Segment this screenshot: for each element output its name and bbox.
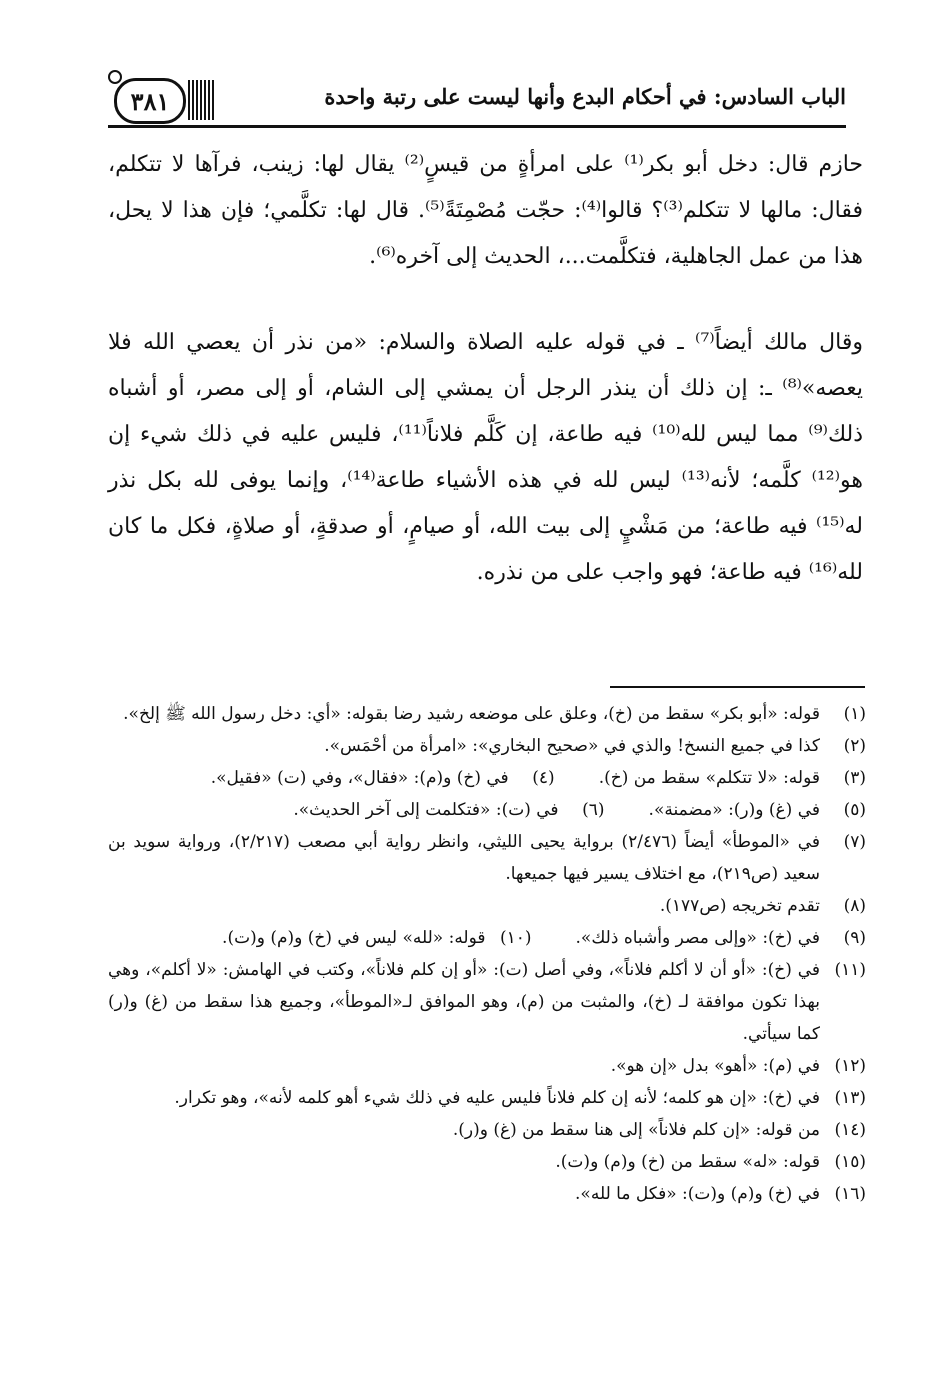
- paragraph: حازم قال: دخل أبو بكر⁽¹⁾ على امرأةٍ من قيسٍ⁽²⁾ يقال لها: زينب، فرآها لا تتكلم، فقال: مالها لا تتكلم⁽³⁾؟ قالوا⁽⁴⁾: حجّت مُصْمِتَةً⁽⁵⁾. قال لها: تكلَّمي؛ فإن هذا لا يحل، هذا من عمل الجاهلية، فتكلَّمت...، الحديث إلى آخره⁽⁶⁾.: [108, 152, 863, 269]
- footnote-text: في (خ): «أو أن لا أكلم فلاناً»، وفي أصل (ت): «أو إن كلم فلاناً»، وكتب في الهامش: «لا أكلم»، وهي بهذا تكون موافقة لـ (خ)، والمثبت من (م)، وهو الموافق لـ«الموطأ»، وجميع هذا سقط من (غ) و(ر) كما سيأتي.: [108, 960, 820, 1044]
- footnotes: [108, 698, 866, 1210]
- footnote: [108, 698, 866, 730]
- footnote-text: في (خ) و(م) و(ت): «فكل ما لله».: [575, 1184, 820, 1204]
- footnote: [108, 954, 866, 1050]
- footnote-number: (١٤): [834, 1120, 866, 1140]
- footnote-text: قوله: «لا تتكلم» سقط من (خ).: [598, 768, 820, 788]
- main-text: [108, 142, 863, 596]
- footnote: [222, 922, 531, 954]
- footnote-row: [108, 762, 866, 794]
- footnote-text: في (غ) و(ر): «مضمنة».: [648, 800, 820, 820]
- footnote-text: في (خ): «وإلى مصر وأشباه ذلك».: [575, 928, 820, 948]
- footnote: [211, 762, 555, 794]
- footnote-number: (٢): [843, 736, 866, 756]
- chapter-title: الباب السادس: في أحكام البدع وأنها ليست على رتبة واحدة: [324, 84, 846, 109]
- footnote-row: [108, 794, 866, 826]
- footnote-number: (١٢): [834, 1056, 866, 1076]
- footnote: [108, 890, 866, 922]
- footnote: [649, 794, 866, 826]
- footnote-number: (٣): [843, 768, 866, 788]
- footnote-number: (٤): [532, 768, 555, 788]
- running-header: [108, 70, 846, 128]
- footnote: [293, 794, 604, 826]
- footnote-text: من قوله: «إن كلم فلاناً» إلى هنا سقط من (غ) و(ر).: [452, 1120, 820, 1140]
- footnote-text: قوله: «له» سقط من (خ) و(م) و(ت).: [555, 1152, 820, 1172]
- footnote-text: في (م): «أهو» بدل «إن هو».: [610, 1056, 820, 1076]
- footnote: [108, 730, 866, 762]
- footnote-divider: [610, 686, 865, 688]
- footnote-text: قوله: «لله» ليس في (خ) و(م) و(ت).: [222, 928, 486, 948]
- footnote-row: [108, 922, 866, 954]
- footnote-number: (١١): [834, 960, 866, 980]
- footnote-number: (٧): [843, 832, 866, 852]
- footnote: [108, 1050, 866, 1082]
- footnote-text: في «الموطأ» أيضاً (٢/٤٧٦) برواية يحيى الليثي، وانظر رواية أبي مصعب (٢/٢١٧)، ورواية سويد بن سعيد (ص٢١٩)، مع اختلاف يسير فيها جميعها.: [108, 832, 820, 884]
- footnote-number: (١): [843, 704, 866, 724]
- footnote-number: (٥): [843, 800, 866, 820]
- footnote: [576, 922, 866, 954]
- footnote-number: (١٣): [834, 1088, 866, 1108]
- paragraph: وقال مالك أيضاً⁽⁷⁾ ـ في قوله عليه الصلاة والسلام: «من نذر أن يعصي الله فلا يعصه»⁽⁸⁾ ـ: إن ذلك أن ينذر الرجل أن يمشي إلى الشام، أو إلى مصر، أو أشباه ذلك⁽⁹⁾ مما ليس لله⁽¹⁰⁾ فيه طاعة، إن كَلَّم فلاناً⁽¹¹⁾، فليس عليه في ذلك شيء إن هو⁽¹²⁾ كلَّمه؛ لأنه⁽¹³⁾ ليس لله في هذه الأشياء طاعة⁽¹⁴⁾، وإنما يوفى لله بكل نذر له⁽¹⁵⁾ فيه طاعة؛ من مَشْيٍ إلى بيت الله، أو صيامٍ، أو صدقةٍ، أو صلاةٍ، فكل ما كان لله⁽¹⁶⁾ فيه طاعة؛ فهو واجب على من نذره.: [108, 330, 864, 585]
- loop-ornament-icon: [108, 70, 122, 84]
- footnote-number: (١٥): [834, 1152, 866, 1172]
- header-rule: [108, 125, 846, 128]
- footnote-text: كذا في جميع النسخ! والذي في «صحيح البخاري»: «امرأة من أحْمَس».: [324, 736, 820, 756]
- footnote-number: (١٠): [499, 928, 532, 948]
- footnote: [108, 1114, 866, 1146]
- footnote-number: (٩): [843, 928, 866, 948]
- footnote-number: (٦): [582, 800, 605, 820]
- footnote-text: في (خ) و(م): «فقال»، وفي (ت) «فقيل».: [210, 768, 509, 788]
- page-number: ٣٨١: [114, 78, 186, 124]
- footnote-number: (١٦): [834, 1184, 866, 1204]
- footnote: [108, 1178, 866, 1210]
- footnote: [599, 762, 866, 794]
- footnote-text: تقدم تخريجه (ص١٧٧).: [659, 896, 820, 916]
- footnote: [108, 1082, 866, 1114]
- ornament-icon: [188, 80, 216, 120]
- footnote-number: (٨): [843, 896, 866, 916]
- footnote-text: في (ت): «فتكلمت إلى آخر الحديث».: [293, 800, 559, 820]
- footnote: [108, 826, 866, 890]
- footnote: [108, 1146, 866, 1178]
- footnote-text: قوله: «أبو بكر» سقط من (خ)، وعلق على موضعه رشيد رضا بقوله: «أي: دخل رسول الله ﷺ إلخ».: [123, 704, 820, 724]
- footnote-text: في (خ): «إن هو كلمه؛ لأنه إن كلم فلاناً فليس عليه في ذلك شيء أهو كلمه لأنه»، وهو تكرار.: [174, 1088, 820, 1108]
